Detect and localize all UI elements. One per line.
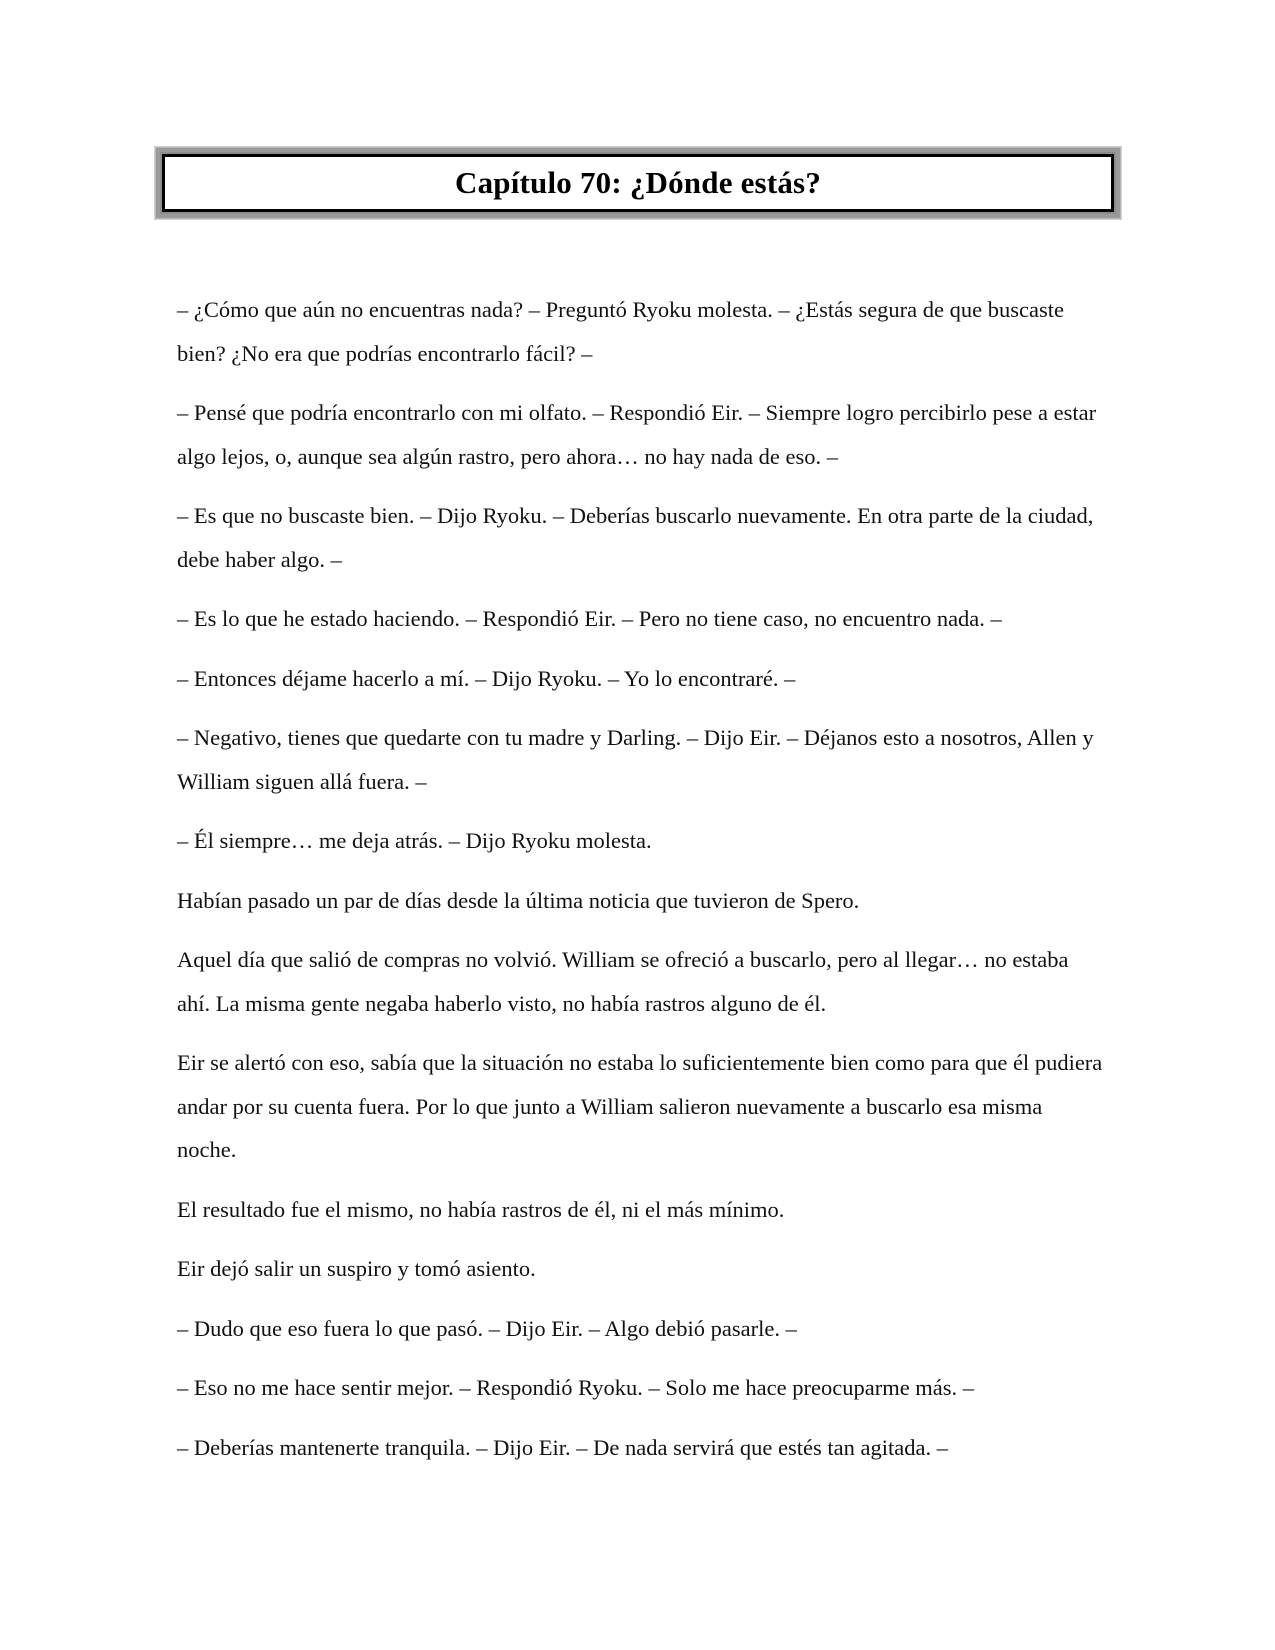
chapter-title-frame (155, 147, 1121, 219)
paragraph: – Él siempre… me deja atrás. – Dijo Ryoku molesta. (177, 828, 652, 853)
paragraph: El resultado fue el mismo, no había rastros de él, ni el más mínimo. (177, 1196, 785, 1222)
paragraph: Habían pasado un par de días desde la última noticia que tuvieron de Spero. (177, 887, 860, 913)
paragraph: – Dudo que eso fuera lo que pasó. – Dijo Eir. – Algo debió pasarle. – (177, 1315, 797, 1341)
paragraph: – Negativo, tienes que quedarte con tu madre y Darling. – Dijo Eir. – Déjanos esto a nosotros, Allen y William siguen allá fuera. – (177, 725, 1094, 794)
paragraph: – Es lo que he estado haciendo. – Respondió Eir. – Pero no tiene caso, no encuentro nada. – (177, 606, 1002, 631)
paragraph: Eir dejó salir un suspiro y tomó asiento. (177, 1256, 536, 1281)
chapter-body (177, 288, 1107, 1485)
paragraph: Aquel día que salió de compras no volvió. William se ofreció a buscarlo, pero al llegar… no estaba ahí. La misma gente negaba haberlo visto, no había rastros alguno de él. (177, 947, 1069, 1016)
paragraph: – ¿Cómo que aún no encuentras nada? – Preguntó Ryoku molesta. – ¿Estás segura de que buscaste bien? ¿No era que podrías encontrarlo fácil? – (177, 297, 1064, 366)
paragraph: – Es que no buscaste bien. – Dijo Ryoku. – Deberías buscarlo nuevamente. En otra parte de la ciudad, debe haber algo. – (177, 503, 1094, 572)
paragraph: – Deberías mantenerte tranquila. – Dijo Eir. – De nada servirá que estés tan agitada. – (177, 1434, 948, 1460)
chapter-title: Capítulo 70: ¿Dónde estás? (454, 165, 822, 200)
chapter-title-box (162, 154, 1114, 212)
paragraph: – Entonces déjame hacerlo a mí. – Dijo Ryoku. – Yo lo encontraré. – (177, 665, 796, 691)
paragraph: – Pensé que podría encontrarlo con mi olfato. – Respondió Eir. – Siempre logro percibirlo pese a estar algo lejos, o, aunque sea algún rastro, pero ahora… no hay nada de eso. – (177, 400, 1097, 469)
paragraph: Eir se alertó con eso, sabía que la situación no estaba lo suficientemente bien como para que él pudiera andar por su cuenta fuera. Por lo que junto a William salieron nuevamente a buscarlo esa misma noche. (177, 1050, 1103, 1162)
chapter-title-border (160, 152, 1116, 214)
paragraph: – Eso no me hace sentir mejor. – Respondió Ryoku. – Solo me hace preocuparme más. – (177, 1375, 975, 1400)
